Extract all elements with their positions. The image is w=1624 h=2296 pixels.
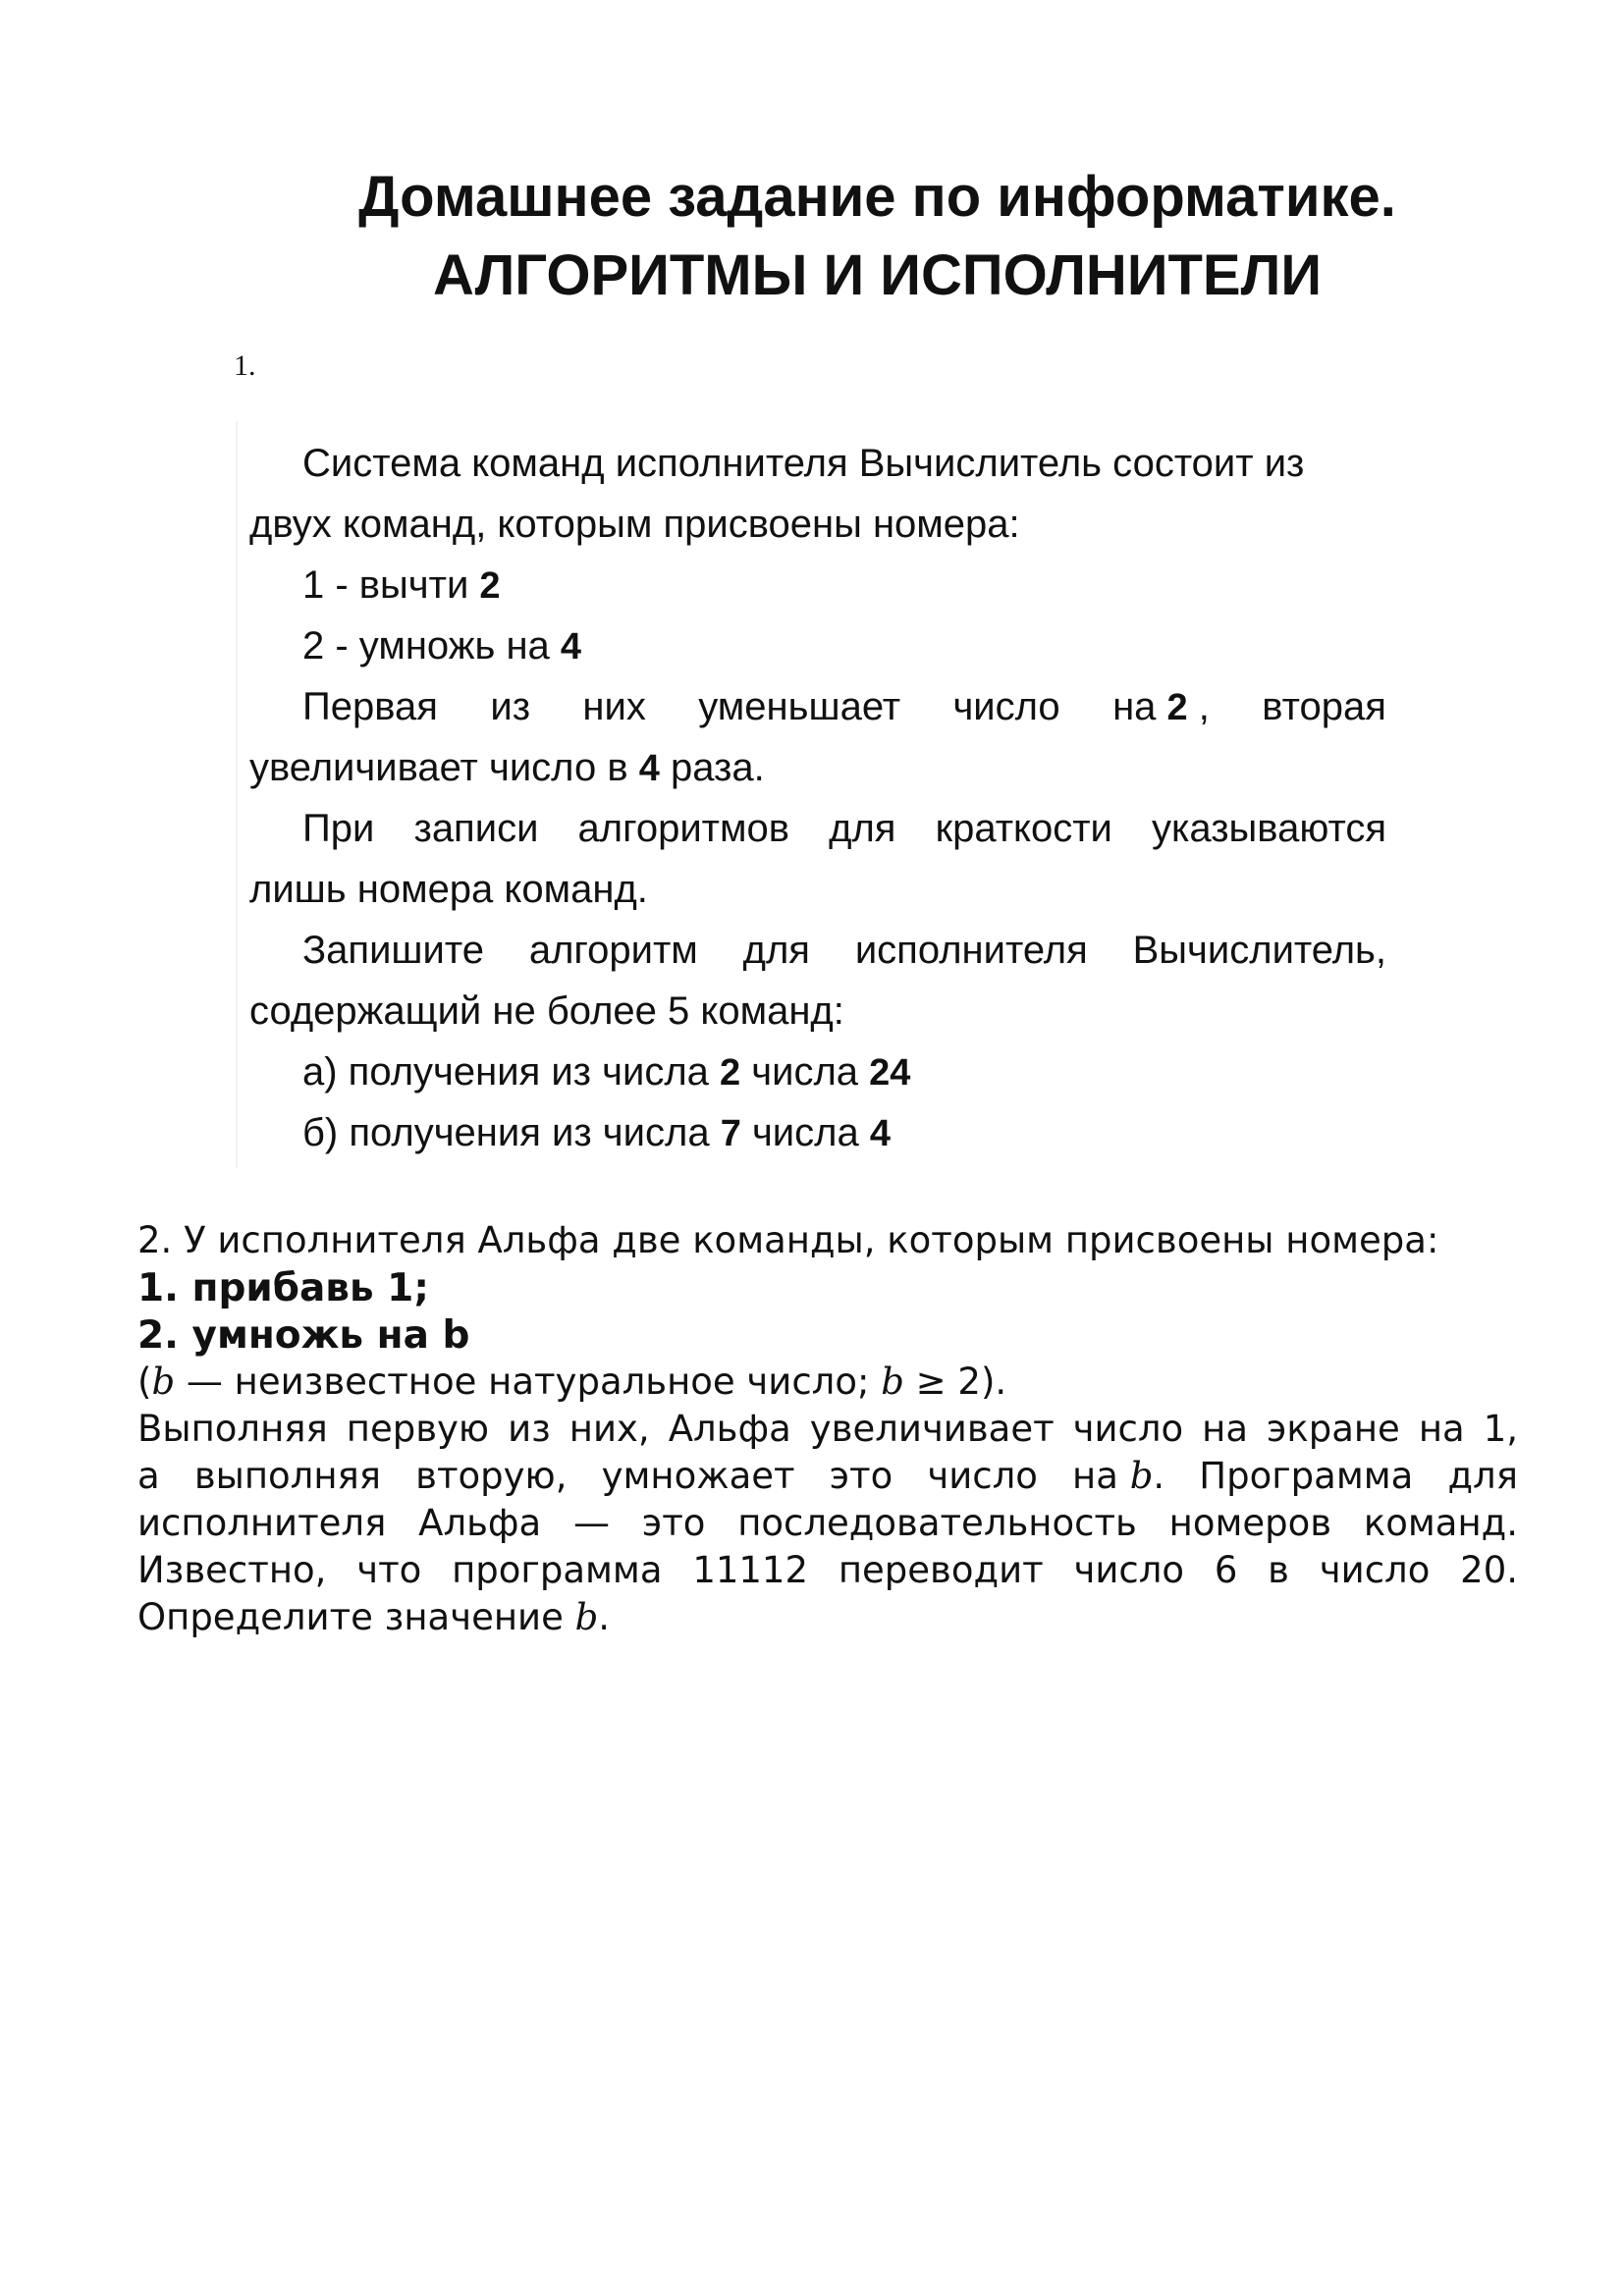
desc-word-group: из (490, 685, 531, 728)
p2-word: это (829, 1455, 893, 1497)
desc-word-group: число (952, 685, 1060, 728)
p-line5-var: b (574, 1596, 599, 1638)
task1-part-a (302, 1052, 910, 1092)
p2-word: умножает (601, 1455, 795, 1497)
task1-command2 (302, 626, 581, 666)
command2-text: 2 - умножь на (302, 624, 561, 667)
task2-command2: 2. умножь на b (137, 1313, 470, 1358)
desc-line2-value: 4 (638, 748, 660, 789)
task2-paragraph-line2 (137, 1455, 1518, 1497)
command1-value: 2 (479, 565, 501, 607)
p2-word: число (927, 1455, 1038, 1497)
task1-note-line1: При записи алгоритмов для краткости указываются (302, 807, 1386, 850)
cond-mid: — неизвестное натуральное число; (175, 1361, 882, 1403)
command1-text: 1 - вычти (302, 563, 480, 607)
task2-paragraph-line3: исполнителя Альфа — это последовательность номеров команд. (137, 1502, 1518, 1544)
desc-line1-value: 2 (1166, 687, 1188, 728)
task1-block (236, 422, 1386, 1168)
task1-note-line2: лишь номера команд. (249, 868, 648, 911)
part-b-text2: числа (740, 1111, 870, 1154)
task1-ask-line1: Запишите алгоритм для исполнителя Вычислитель, (302, 929, 1386, 972)
p2-word: для (1447, 1455, 1518, 1497)
task1-intro-line1: Система команд исполнителя Вычислитель состоит из (302, 442, 1305, 485)
task2-condition (137, 1361, 1007, 1403)
part-a-from: 2 (720, 1052, 741, 1094)
desc-line2-a: увеличивает число в (249, 746, 639, 789)
part-a-text1: а) получения из числа (302, 1050, 721, 1094)
p-line5-a: Определите значение (137, 1596, 575, 1638)
p2-word: выполняя (193, 1455, 382, 1497)
task2-command1: 1. прибавь 1; (137, 1266, 429, 1310)
desc-word-group: уменьшает (698, 685, 901, 728)
p2-word: на b. (1072, 1455, 1165, 1497)
task1-intro-line2: двух команд, которым присвоены номера: (249, 503, 1020, 546)
task1-part-b (302, 1113, 891, 1152)
page-title-line1: Домашнее задание по информатике. (358, 165, 1396, 229)
task1-command1 (302, 565, 501, 605)
cond-open: ( (137, 1361, 152, 1403)
part-a-to: 24 (869, 1052, 911, 1094)
p2-word: а (137, 1455, 160, 1497)
p-line5-b: . (598, 1596, 611, 1638)
part-a-text2: числа (740, 1050, 870, 1094)
desc-word-group: на 2 , (1112, 685, 1210, 728)
task1-ask-line2: содержащий не более 5 команд: (249, 989, 844, 1033)
task2-paragraph-line1: Выполняя первую из них, Альфа увеличивает число на экране на 1, (137, 1408, 1518, 1450)
cond-end: ≥ 2). (903, 1361, 1007, 1403)
desc-word-group: них (582, 685, 646, 728)
desc-word-group: Первая (302, 685, 438, 728)
p2-word: вторую, (415, 1455, 568, 1497)
task2-paragraph-line4: Известно, что программа 11112 переводит число 6 в число 20. (137, 1549, 1518, 1591)
task1-desc-line1 (302, 687, 1386, 726)
task2-intro: 2. У исполнителя Альфа две команды, которым присвоены номера: (137, 1219, 1439, 1261)
desc-line2-b: раза. (659, 746, 765, 789)
part-b-text1: б) получения из числа (302, 1111, 721, 1154)
task1-number: 1. (234, 349, 256, 382)
desc-word-group: вторая (1262, 685, 1386, 728)
part-b-from: 7 (720, 1113, 741, 1154)
page-title-line2: АЛГОРИТМЫ И ИСПОЛНИТЕЛИ (432, 243, 1323, 307)
p2-word: Программа (1199, 1455, 1414, 1497)
command2-value: 4 (560, 626, 582, 667)
part-b-to: 4 (869, 1113, 891, 1154)
cond-var: b (151, 1361, 176, 1403)
task2-paragraph-line5 (137, 1596, 611, 1638)
cond-var2: b (881, 1361, 904, 1403)
task1-desc-line2 (249, 748, 765, 787)
p-line2-var: b (1129, 1455, 1154, 1497)
